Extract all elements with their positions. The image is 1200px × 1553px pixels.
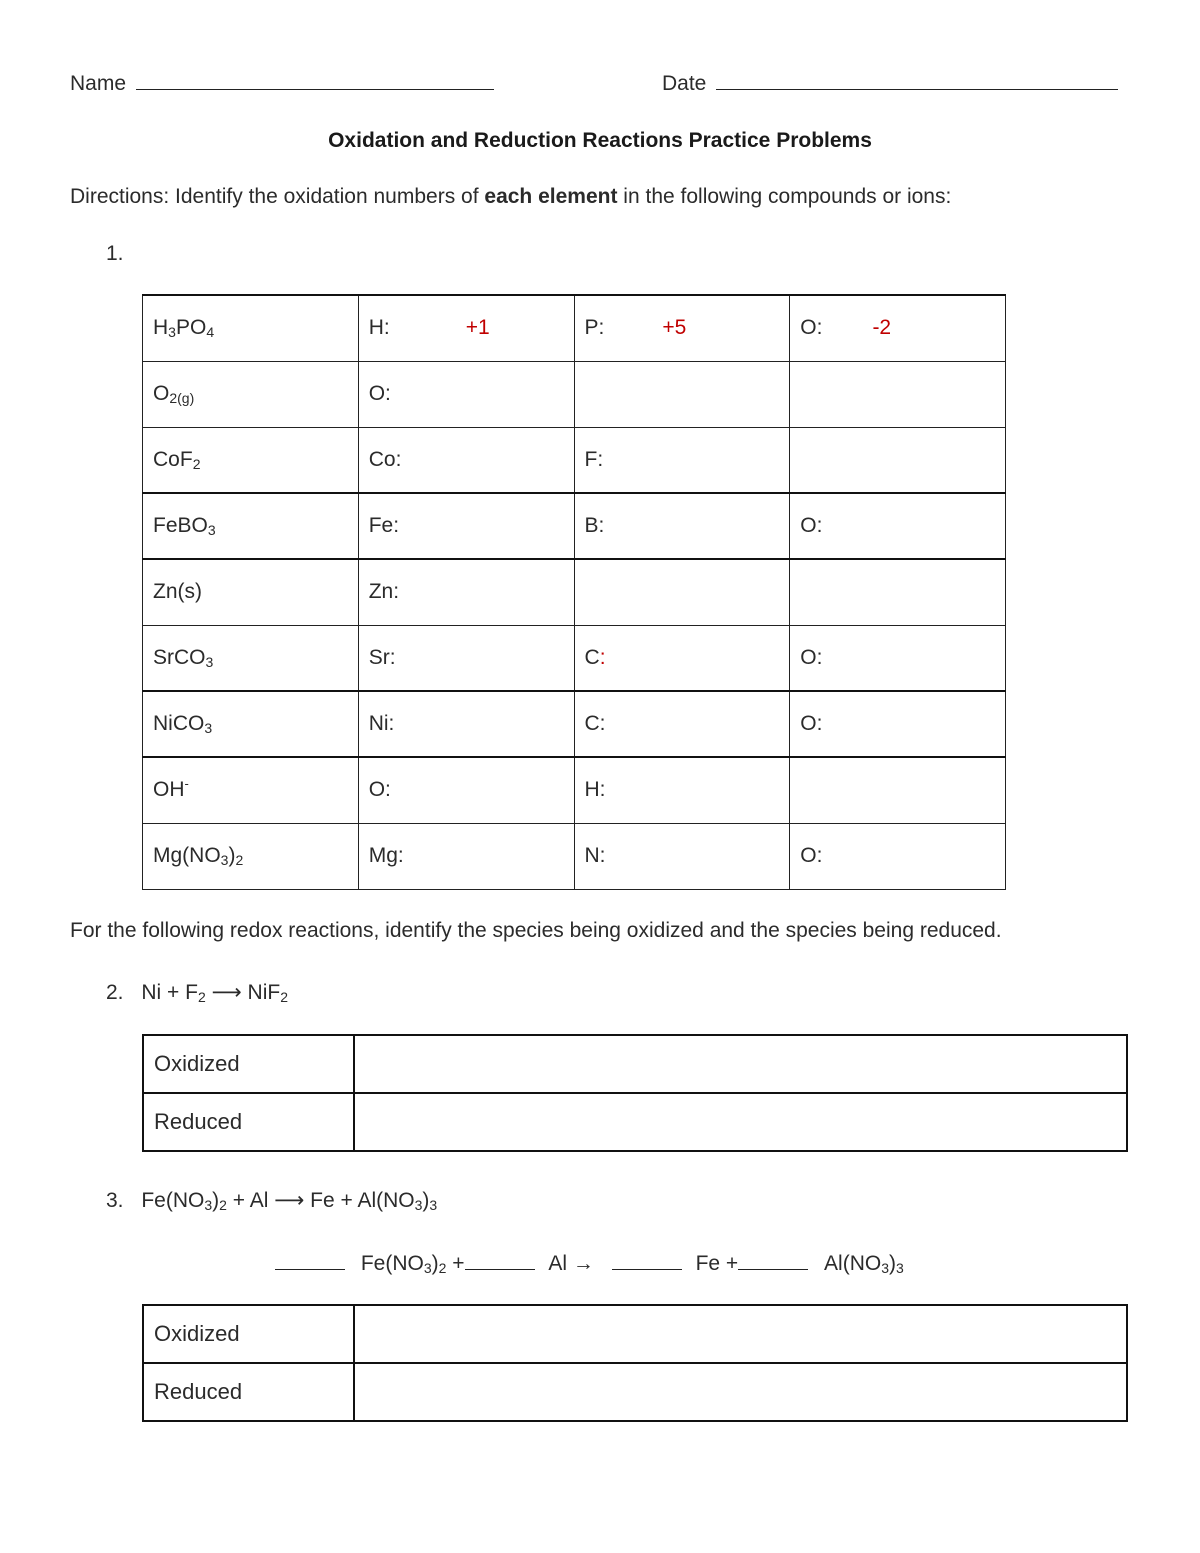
table-row xyxy=(143,1093,1127,1151)
table-row xyxy=(143,295,1006,361)
table-row xyxy=(143,1035,1127,1093)
question-2-equation: $Ni + F_2$ ⟶ NiF$_2$ xyxy=(141,981,288,1005)
compound-cell: CoF$_2$ xyxy=(143,427,359,493)
table-row xyxy=(143,625,1006,691)
q3-oxidized-answer[interactable] xyxy=(354,1305,1127,1363)
answer-value: +5 xyxy=(662,316,687,340)
table-row xyxy=(143,361,1006,427)
balance-equation: $Fe(NO_3)_2 + Al \to Fe + Al(NO_3)_3$ xyxy=(275,1251,904,1276)
question-1-number: 1. xyxy=(106,242,124,265)
compound-cell: SrCO$_3$ xyxy=(143,625,359,691)
reduced-label: Reduced xyxy=(143,1363,354,1421)
table-row xyxy=(143,691,1006,757)
table-row xyxy=(143,559,1006,625)
element-cell[interactable] xyxy=(790,757,1006,823)
table-row xyxy=(143,1305,1127,1363)
table-row xyxy=(143,493,1006,559)
q2-reduced-answer[interactable] xyxy=(354,1093,1127,1151)
q3-reduced-answer[interactable] xyxy=(354,1363,1127,1421)
question-3 xyxy=(106,1188,437,1213)
element-cell[interactable] xyxy=(574,361,790,427)
coefficient-blank-1[interactable] xyxy=(275,1251,345,1270)
element-cell[interactable]: Fe: xyxy=(358,493,574,559)
coefficient-blank-3[interactable] xyxy=(612,1251,682,1270)
reduced-label: Reduced xyxy=(143,1093,354,1151)
question-2 xyxy=(106,980,288,1005)
compound-cell: Zn(s) xyxy=(143,559,359,625)
element-cell[interactable]: Ni: xyxy=(358,691,574,757)
compound-cell: NiCO$_3$ xyxy=(143,691,359,757)
element-cell[interactable]: N: xyxy=(574,823,790,889)
q3-answer-table xyxy=(142,1304,1128,1422)
directions-label: Directions: xyxy=(70,185,170,208)
oxidized-label: Oxidized xyxy=(143,1305,354,1363)
element-cell[interactable] xyxy=(790,559,1006,625)
table-row xyxy=(143,757,1006,823)
compound-cell: $O_{2(g)}$ xyxy=(143,361,359,427)
name-label: Name xyxy=(70,72,127,95)
name-field[interactable] xyxy=(70,72,494,96)
element-cell[interactable] xyxy=(790,427,1006,493)
element-cell[interactable]: O: xyxy=(790,691,1006,757)
answer-value: -2 xyxy=(872,316,892,340)
name-line[interactable] xyxy=(136,89,494,90)
coefficient-blank-4[interactable] xyxy=(738,1251,808,1270)
question-2-number: 2. xyxy=(106,981,124,1004)
element-cell[interactable]: Mg: xyxy=(358,823,574,889)
element-cell[interactable]: O: -2 xyxy=(790,295,1006,361)
element-cell[interactable]: H: +1 xyxy=(358,295,574,361)
element-cell[interactable]: O: xyxy=(790,625,1006,691)
oxidation-number-table xyxy=(142,294,1006,890)
compound-cell: FeBO$_3$ xyxy=(143,493,359,559)
element-cell[interactable]: O: xyxy=(358,757,574,823)
question-3-number: 3. xyxy=(106,1189,124,1212)
element-cell[interactable]: Sr: xyxy=(358,625,574,691)
date-field[interactable] xyxy=(662,72,1118,96)
element-cell[interactable]: C: xyxy=(574,625,790,691)
compound-cell: OH- xyxy=(143,757,359,823)
coefficient-blank-2[interactable] xyxy=(465,1251,535,1270)
element-cell[interactable]: C: xyxy=(574,691,790,757)
element-cell[interactable]: O: xyxy=(358,361,574,427)
element-cell[interactable]: Co: xyxy=(358,427,574,493)
element-cell[interactable]: Zn: xyxy=(358,559,574,625)
question-3-equation: $Fe(NO_3)_2 + Al$ ⟶ $Fe + Al(NO_3)_3$ xyxy=(141,1189,438,1213)
element-cell[interactable]: B: xyxy=(574,493,790,559)
page-title: Oxidation and Reduction Reactions Practice Problems xyxy=(328,129,872,152)
q2-oxidized-answer[interactable] xyxy=(354,1035,1127,1093)
answer-value: +1 xyxy=(465,316,490,340)
table-row xyxy=(143,823,1006,889)
element-cell[interactable] xyxy=(574,559,790,625)
element-cell[interactable] xyxy=(790,361,1006,427)
directions: Directions: Identify the oxidation numbers of each element in the following compounds or ions: xyxy=(70,185,952,208)
element-cell[interactable]: O: xyxy=(790,823,1006,889)
directions-emphasis: each element xyxy=(484,185,618,208)
table-row xyxy=(143,427,1006,493)
date-label: Date xyxy=(662,72,707,95)
compound-cell: $H_3PO_4$ xyxy=(143,295,359,361)
compound-cell: $Mg(NO_3)_2$ xyxy=(143,823,359,889)
element-cell[interactable]: P: +5 xyxy=(574,295,790,361)
oxidized-label: Oxidized xyxy=(143,1035,354,1093)
date-line[interactable] xyxy=(716,89,1118,90)
element-cell[interactable]: F: xyxy=(574,427,790,493)
q2-answer-table xyxy=(142,1034,1128,1152)
element-cell[interactable]: H: xyxy=(574,757,790,823)
redox-intro: For the following redox reactions, identify the species being oxidized and the species being reduced. xyxy=(70,919,1002,942)
element-cell[interactable]: O: xyxy=(790,493,1006,559)
table-row xyxy=(143,1363,1127,1421)
